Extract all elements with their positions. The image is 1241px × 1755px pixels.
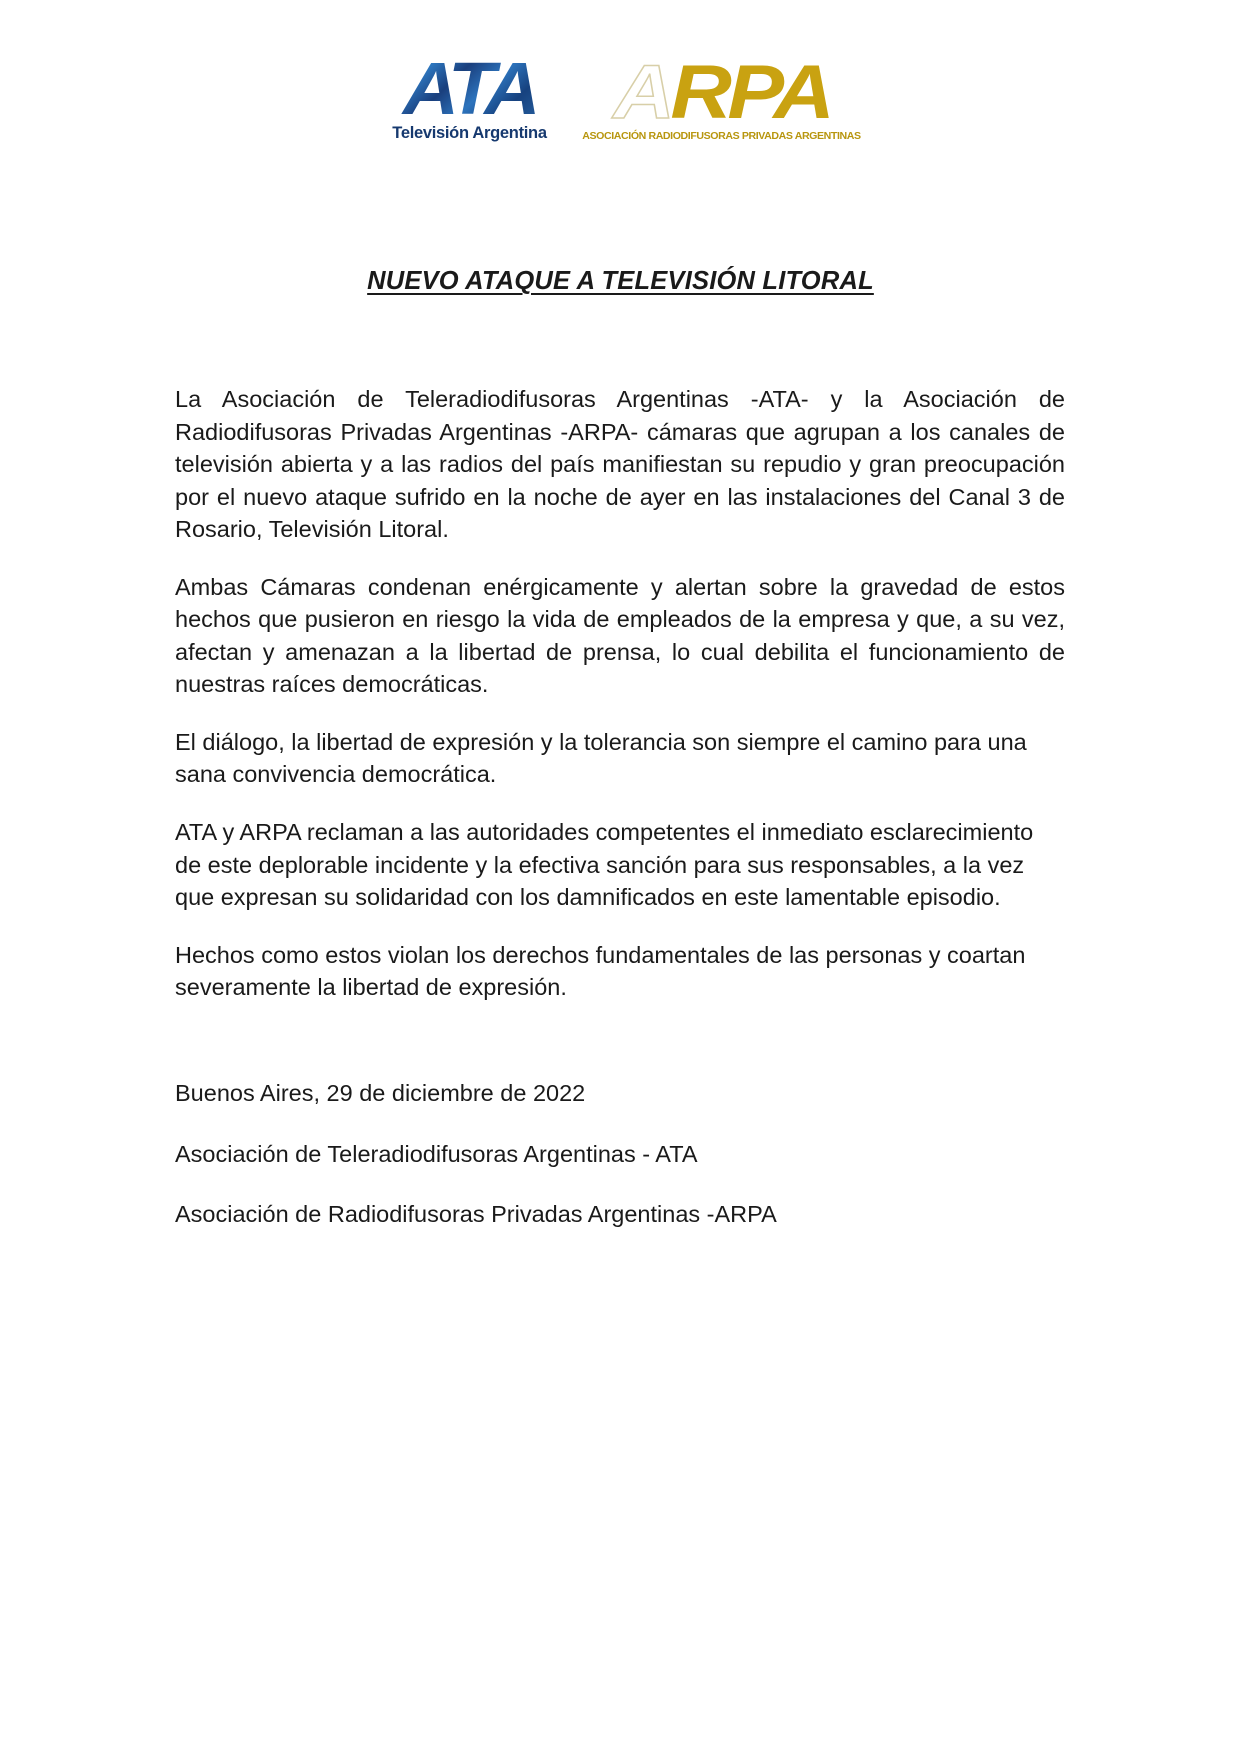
signature-place-date: Buenos Aires, 29 de diciembre de 2022 [175, 1080, 586, 1106]
signature-org-arpa: Asociación de Radiodifusoras Privadas Argentinas -ARPA [175, 1201, 777, 1228]
body-content [175, 383, 1065, 1029]
page-title [0, 267, 1241, 296]
body-paragraph: La Asociación de Teleradiodifusoras Argentinas -ATA- y la Asociación de Radiodifusoras Privadas Argentinas -ARPA- cámaras que agrupan a los canales de televisión abierta y a las radios del país manifiestan su repudio y gran preocupación por el nuevo ataque sufrido en la noche de ayer en las instalaciones del Canal 3 de Rosario, Televisión Litoral. [175, 386, 1065, 543]
arpa-tagline-text: ASOCIACIÓN RADIODIFUSORAS PRIVADAS ARGENTINAS [582, 131, 861, 143]
logo-header [0, 47, 1241, 175]
ata-tagline-text: Televisión Argentina [392, 124, 547, 143]
body-paragraph: ATA y ARPA reclaman a las autoridades competentes el inmediato esclarecimiento de este deplorable incidente y la efectiva sanción para sus responsables, a la vez que expresan su solidaridad con los damnificados en este lamentable episodio. [175, 819, 1034, 911]
ata-logo [386, 47, 554, 143]
arpa-logo [582, 50, 861, 143]
arpa-solid-letters: RPA [670, 50, 830, 135]
ata-wordmark-text: ATA [401, 55, 538, 123]
body-paragraph: Hechos como estos violan los derechos fundamentales de las personas y coartan severamente la libertad de expresión. [175, 941, 1026, 1001]
arpa-wordmark-text [613, 50, 830, 135]
body-paragraph: El diálogo, la libertad de expresión y la tolerancia son siempre el camino para una sana convivencia democrática. [175, 728, 1027, 788]
signature-org-ata: Asociación de Teleradiodifusoras Argentinas - ATA [175, 1140, 698, 1167]
arpa-ghost-letter: A [613, 50, 671, 135]
body-paragraph: Ambas Cámaras condenan enérgicamente y alertan sobre la gravedad de estos hechos que pusieron en riesgo la vida de empleados de la empresa y que, a su vez, afectan y amenazan a la libertad de prensa, lo cual debilita el funcionamiento de nuestras raíces democráticas. [175, 573, 1065, 698]
page-title-text: NUEVO ATAQUE A TELEVISIÓN LITORAL [367, 267, 874, 296]
signature-block [175, 1077, 1065, 1259]
